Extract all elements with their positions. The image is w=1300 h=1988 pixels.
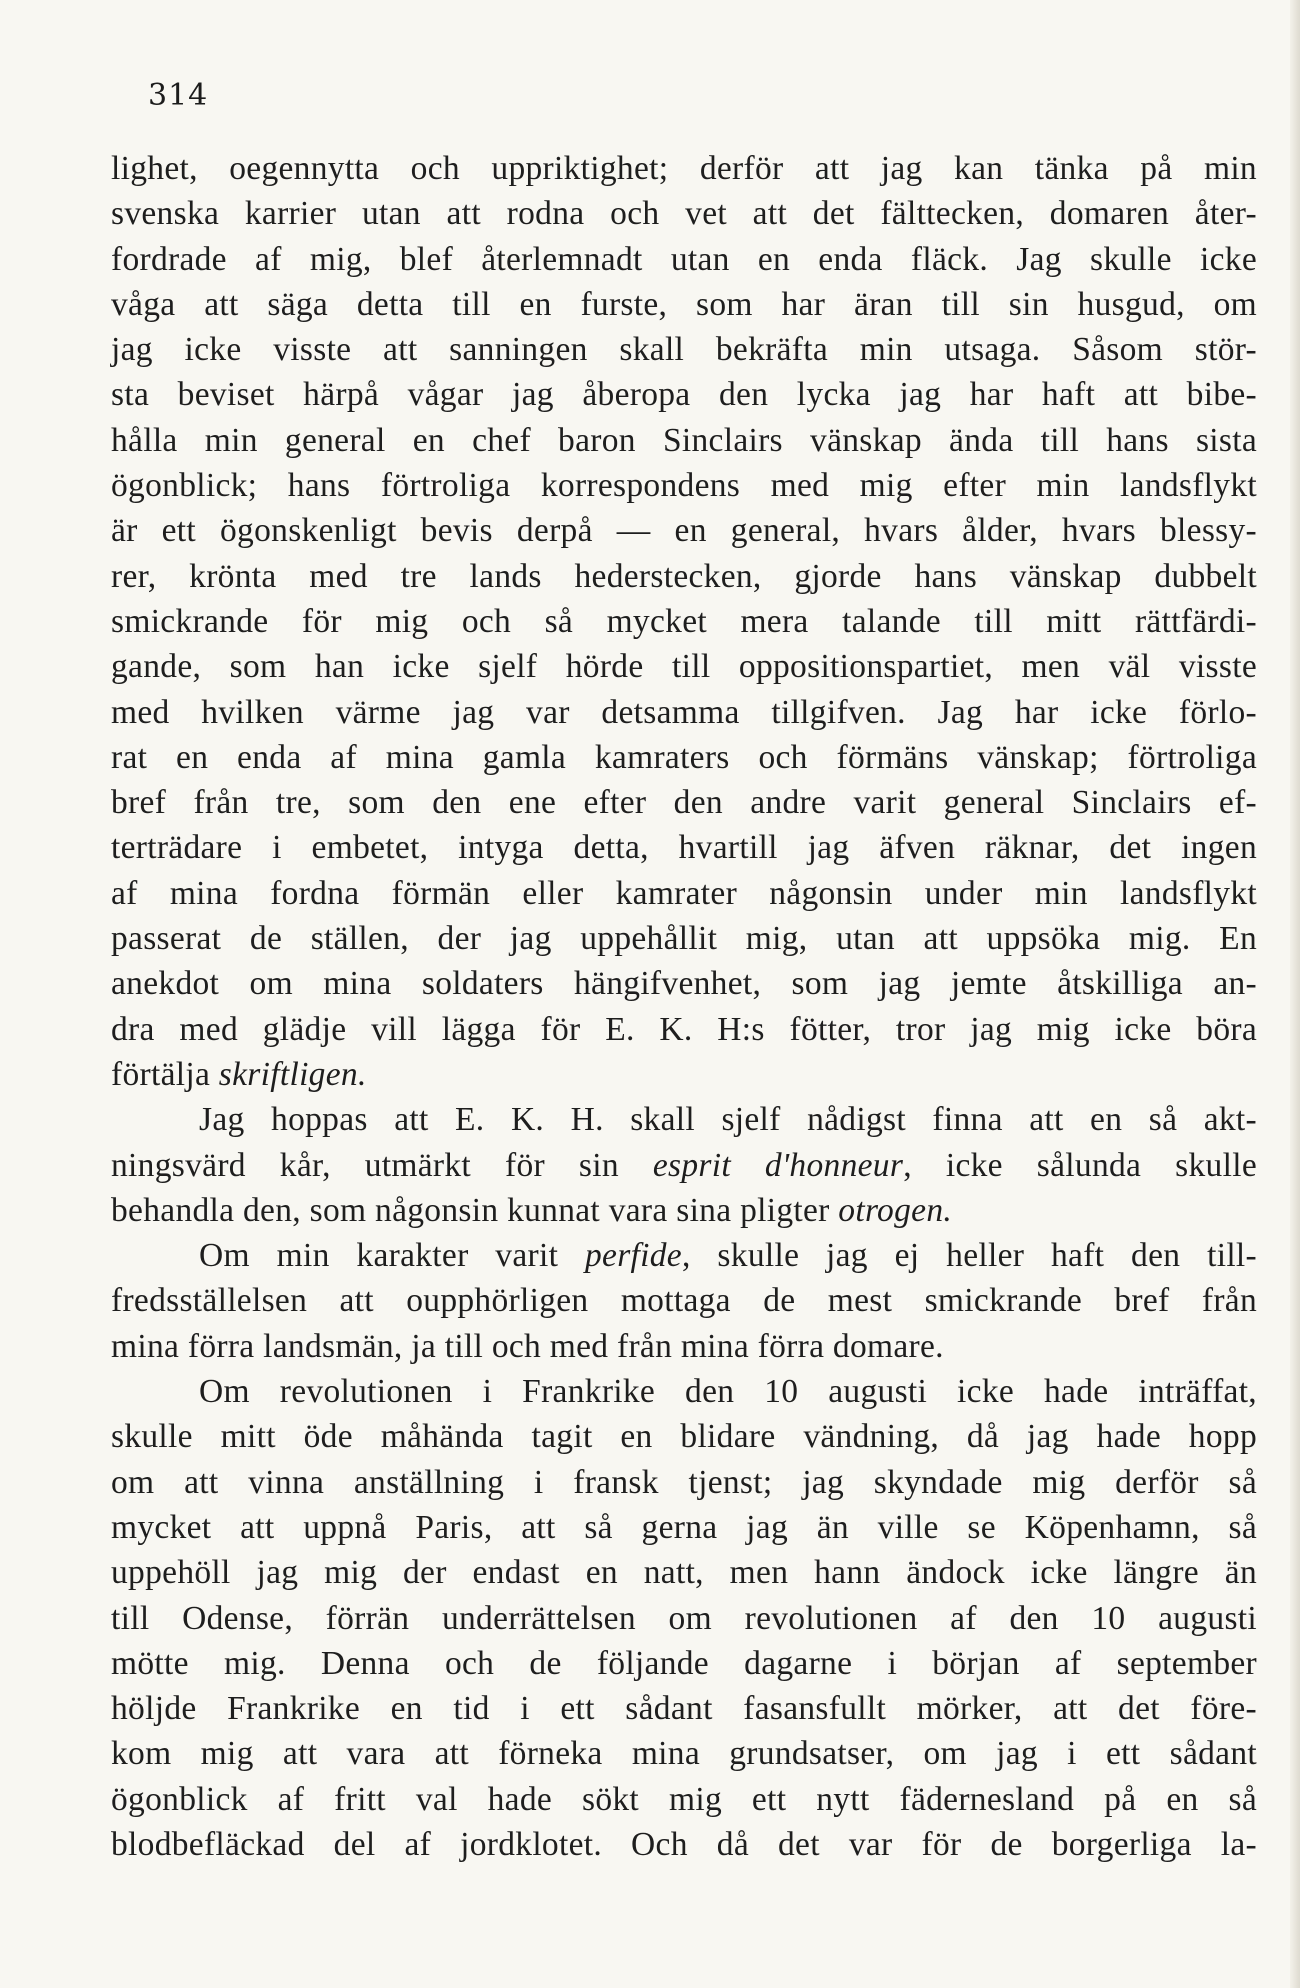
italic-text: otrogen. [838, 1191, 953, 1229]
italic-text: perfide [584, 1237, 682, 1275]
paragraph-start-line: Jag hoppas att E. K. H. skall sjelf nådigst finna att en så akt- [199, 1101, 1257, 1139]
text-line: om att vinna anställning i fransk tjenst; jag skyndade mig derför så [111, 1463, 1257, 1501]
text-line: mötte mig. Denna och de följande dagarne i början af september [111, 1644, 1257, 1682]
text-line: hålla min general en chef baron Sinclairs vänskap ända till hans sista [111, 421, 1257, 459]
italic-text: skriftligen. [218, 1055, 367, 1093]
paragraph-start-line [111, 1233, 1257, 1278]
paragraph-start-line: Om revolutionen i Frankrike den 10 augusti icke hade inträffat, [199, 1373, 1257, 1411]
text-line: fordrade af mig, blef återlemnadt utan en enda fläck. Jag skulle icke [111, 240, 1257, 278]
text-line: mina förra landsmän, ja till och med från mina förra domare. [111, 1327, 944, 1365]
body-text [111, 146, 1257, 1867]
text-line: kom mig att vara att förneka mina grundsatser, om jag i ett sådant [111, 1735, 1257, 1773]
text-line: mycket att uppnå Paris, att så gerna jag än ville se Köpenhamn, så [111, 1508, 1257, 1546]
text-line: blodbefläckad del af jordklotet. Och då det var för de borgerliga la- [111, 1825, 1257, 1863]
text-segment: Om min karakter varit [199, 1237, 585, 1275]
text-line: jag icke visste att sanningen skall bekräfta min utsaga. Såsom stör- [111, 331, 1257, 369]
text-line: ögonblick; hans förtroliga korrespondens med mig efter min landsflykt [111, 467, 1257, 505]
text-line: anekdot om mina soldaters hängifvenhet, som jag jemte åtskilliga an- [111, 965, 1257, 1003]
text-line: gande, som han icke sjelf hörde till oppositionspartiet, men väl visste [111, 648, 1257, 686]
text-line: till Odense, förrän underrättelsen om revolutionen af den 10 augusti [111, 1599, 1257, 1637]
text-line: smickrande för mig och så mycket mera talande till mitt rättfärdi- [111, 602, 1257, 640]
text-line [111, 1188, 1257, 1233]
text-line: höljde Frankrike en tid i ett sådant fasansfullt mörker, att det före- [111, 1690, 1257, 1728]
text-segment: ningsvärd kår, utmärkt för sin [111, 1146, 653, 1184]
text-segment: behandla den, som någonsin kunnat vara sina pligter [111, 1191, 839, 1229]
text-segment: , icke sålunda skulle [903, 1146, 1257, 1184]
italic-text: esprit d'honneur [652, 1146, 904, 1184]
page-number: 314 [148, 78, 209, 113]
page-edge-shadow [1290, 0, 1300, 1988]
text-line: lighet, oegennytta och uppriktighet; derför att jag kan tänka på min [111, 150, 1257, 187]
text-line: ögonblick af fritt val hade sökt mig ett nytt fädernesland på en så [111, 1780, 1257, 1818]
text-line: rat en enda af mina gamla kamraters och förmäns vänskap; förtroliga [111, 738, 1257, 776]
text-line: rer, krönta med tre lands hederstecken, gjorde hans vänskap dubbelt [111, 557, 1257, 595]
text-line: sta beviset härpå vågar jag åberopa den lycka jag har haft att bibe- [111, 376, 1257, 414]
text-line [111, 1052, 1257, 1097]
text-line: med hvilken värme jag var detsamma tillgifven. Jag har icke förlo- [111, 693, 1257, 731]
text-line [111, 1143, 1257, 1188]
text-line: våga att säga detta till en furste, som har äran till sin husgud, om [111, 285, 1257, 323]
text-line: bref från tre, som den ene efter den andre varit general Sinclairs ef- [111, 784, 1257, 822]
text-line: är ett ögonskenligt bevis derpå — en general, hvars ålder, hvars blessy- [111, 512, 1257, 550]
text-line: svenska karrier utan att rodna och vet att det fälttecken, domaren åter- [111, 195, 1257, 233]
text-line: terträdare i embetet, intyga detta, hvartill jag äfven räknar, det ingen [111, 829, 1257, 867]
text-line: dra med glädje vill lägga för E. K. H:s fötter, tror jag mig icke böra [111, 1010, 1257, 1048]
text-line: af mina fordna förmän eller kamrater någonsin under min landsflykt [111, 874, 1257, 912]
text-line: fredsställelsen att oupphörligen mottaga de mest smickrande bref från [111, 1282, 1257, 1320]
text-line: passerat de ställen, der jag uppehållit mig, utan att uppsöka mig. En [111, 920, 1257, 958]
text-segment: , skulle jag ej heller haft den till- [681, 1237, 1257, 1275]
text-line: uppehöll jag mig der endast en natt, men hann ändock icke längre än [111, 1554, 1257, 1592]
text-line: skulle mitt öde måhända tagit en blidare vändning, då jag hade hopp [111, 1418, 1257, 1456]
text-segment: förtälja [111, 1055, 219, 1093]
